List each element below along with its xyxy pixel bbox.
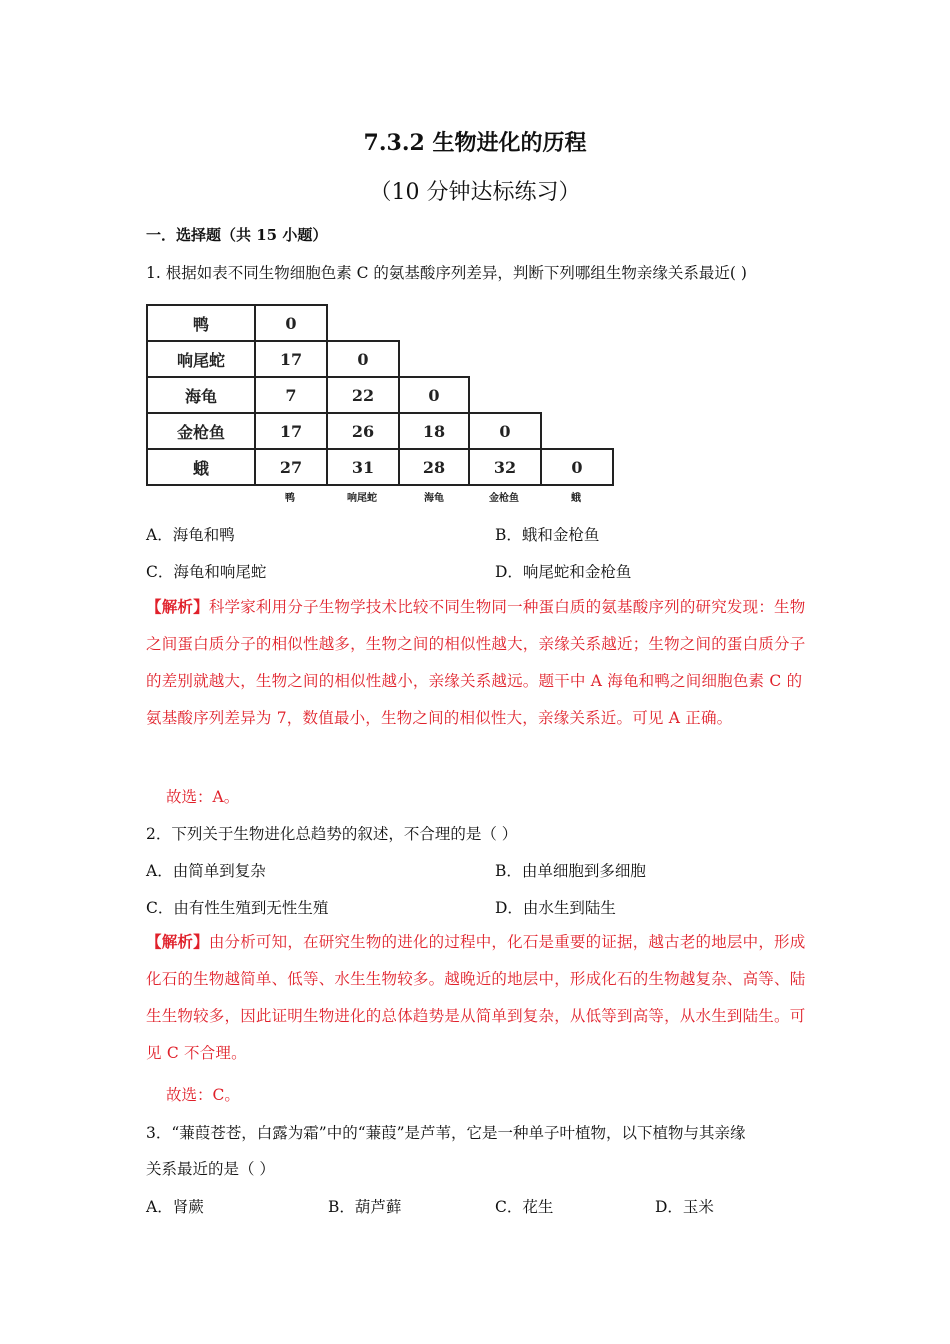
table-cell: 17 (254, 340, 328, 378)
question-1-option-d[interactable]: D．响尾蛇和金枪鱼 (495, 563, 632, 581)
row-label: 金枪鱼 (146, 412, 256, 450)
row-label: 蛾 (146, 448, 256, 486)
column-label: 金枪鱼 (489, 493, 519, 504)
question-3-option-b[interactable]: B．葫芦藓 (328, 1198, 402, 1216)
analysis-tag: 【解析】 (146, 932, 209, 951)
row-label: 鸭 (146, 304, 256, 342)
table-cell: 0 (468, 412, 542, 450)
question-2-option-a[interactable]: A．由简单到复杂 (146, 862, 266, 880)
question-1-option-c[interactable]: C．海龟和响尾蛇 (146, 563, 267, 581)
table-cell: 31 (326, 448, 400, 486)
question-2-answer: 故选：C。 (166, 1086, 240, 1104)
table-cell: 17 (254, 412, 328, 450)
table-cell: 28 (398, 448, 470, 486)
question-3-option-d[interactable]: D．玉米 (655, 1198, 714, 1216)
question-2-stem: 2．下列关于生物进化总趋势的叙述，不合理的是（ ） (146, 825, 518, 843)
page-title: 7.3.2 生物进化的历程 (363, 130, 587, 156)
question-3-stem-line-2: 关系最近的是（ ） (146, 1160, 275, 1178)
table-cell: 27 (254, 448, 328, 486)
table-cell: 18 (398, 412, 470, 450)
question-1-option-b[interactable]: B．蛾和金枪鱼 (495, 526, 600, 544)
question-1-analysis (146, 588, 811, 737)
question-2-option-d[interactable]: D．由水生到陆生 (495, 899, 616, 917)
row-label: 海龟 (146, 376, 256, 414)
question-3-option-a[interactable]: A．肾蕨 (146, 1198, 204, 1216)
question-2-option-b[interactable]: B．由单细胞到多细胞 (495, 862, 646, 880)
column-label: 响尾蛇 (347, 493, 377, 504)
analysis-tag: 【解析】 (146, 597, 209, 616)
table-cell: 7 (254, 376, 328, 414)
question-1-option-a[interactable]: A．海龟和鸭 (146, 526, 235, 544)
question-3-option-c[interactable]: C．花生 (495, 1198, 554, 1216)
analysis-text: 由分析可知，在研究生物的进化的过程中，化石是重要的证据，越古老的地层中，形成化石的生物越简单、低等、水生生物较多。越晚近的地层中，形成化石的生物越复杂、高等、陆生生物较多，因此证明生物进化的总体趋势是从简单到复杂，从低等到高等，从水生到陆生。可见 C 不合理。 (146, 933, 806, 1062)
question-1-answer: 故选：A。 (166, 788, 240, 806)
section-heading: 一．选择题（共 15 小题） (146, 226, 328, 244)
question-2-option-c[interactable]: C．由有性生殖到无性生殖 (146, 899, 329, 917)
column-label: 海龟 (424, 493, 444, 504)
column-label: 鸭 (285, 493, 295, 504)
question-1-stem: 1. 根据如表不同生物细胞色素 C 的氨基酸序列差异，判断下列哪组生物亲缘关系最近( ) (146, 264, 747, 282)
page-subtitle: （10 分钟达标练习） (369, 180, 581, 205)
table-cell: 0 (254, 304, 328, 342)
question-2-analysis (146, 923, 811, 1072)
amino-acid-difference-table (146, 304, 616, 504)
table-cell: 26 (326, 412, 400, 450)
analysis-text: 科学家利用分子生物学技术比较不同生物同一种蛋白质的氨基酸序列的研究发现：生物之间蛋白质分子的相似性越多，生物之间的相似性越大，亲缘关系越近；生物之间的蛋白质分子的差别就越大，生物之间的相似性越小，亲缘关系越远。题干中 A 海龟和鸭之间细胞色素 C 的氨基酸序列差异为 7，数值最小，生物之间的相似性大，亲缘关系近。可见 A 正确。 (146, 598, 806, 727)
table-cell: 0 (326, 340, 400, 378)
table-cell: 0 (540, 448, 614, 486)
row-label: 响尾蛇 (146, 340, 256, 378)
question-3-stem-line-1: 3．“蒹葭苍苍，白露为霜”中的“蒹葭”是芦苇，它是一种单子叶植物，以下植物与其亲缘 (146, 1124, 746, 1142)
table-cell: 0 (398, 376, 470, 414)
column-label: 蛾 (571, 493, 581, 504)
table-cell: 32 (468, 448, 542, 486)
table-cell: 22 (326, 376, 400, 414)
